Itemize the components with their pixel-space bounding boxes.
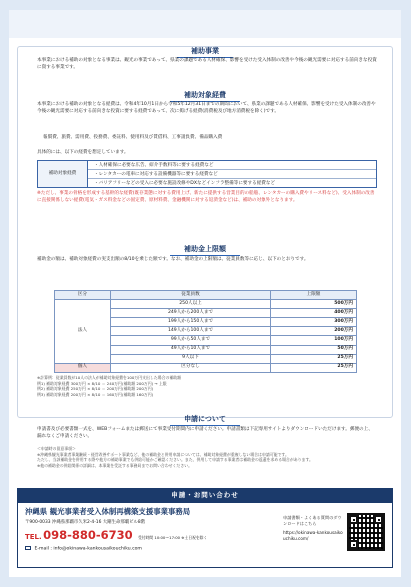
section2-body1: 本事業における補助の対象となる経費は、令和4年10月1日から令和5年12月31日までの期間において、県業の課題である人材確保、影響を受けた受入体制の改善や今後の観光需要に対応する前向きな投資に要する経費であって、次に掲げる経費(消費税及び地方消費税を除く)です。 bbox=[37, 102, 376, 114]
table-row bbox=[55, 300, 357, 309]
section-title-subsidy-cap bbox=[9, 244, 401, 256]
calc-note: 例2) 補助対象経費 250万円 × 8/10 ＝ 200万円(補助額 200万円) bbox=[37, 386, 154, 392]
application-note: ※沖縄県観光事業者事業継続・経営改善サポート事業など、他の補助金と併用申請については、補助対象経費が重複しない場合は申請可能です。 bbox=[37, 451, 289, 457]
category-individual: 個人 bbox=[55, 363, 111, 372]
organization-name: 沖縄県 観光事業者受入体制再構築支援事業事務局 bbox=[25, 507, 191, 516]
application-notes bbox=[37, 446, 377, 469]
email-label: E-mail : bbox=[34, 546, 54, 552]
employees-cell: 250人以上 bbox=[111, 300, 271, 309]
header-limit: 上限額 bbox=[271, 291, 357, 300]
organization-address: 〒900-0033 沖縄県那覇市久米2-4-16 大剛生命那覇ビル8階 bbox=[25, 520, 146, 525]
download-text: 申請書類・よくある質問のダウンロードはこちら bbox=[283, 515, 342, 527]
calc-note: 例3) 補助対象経費 200万円 × 8/10 ＝ 160万円(補助額 160万円) bbox=[37, 391, 154, 397]
section-title-subsidy-project bbox=[9, 46, 401, 58]
top-band bbox=[9, 10, 401, 38]
eligible-costs-row: ・レンタカーの電車に対応する設備機器等に要する経費など bbox=[88, 170, 376, 179]
section3-body: 補助金の額は、補助対象経費の実支出額の8/10を乗じた額です。なお、補助金の上限額は、従業員数等に応じ、以下のとおりです。 bbox=[37, 257, 309, 262]
phone-label: TEL. bbox=[25, 533, 42, 541]
section-title-eligible-costs bbox=[9, 90, 401, 102]
limit-cell: 25万円 bbox=[271, 363, 357, 372]
calc-note: ※計算例：従業員数が10人の法人が補助対象経費を100万円支出した場合の補助額 bbox=[37, 375, 182, 380]
section-title-text: 申請について bbox=[170, 414, 240, 426]
phone-line bbox=[25, 527, 207, 544]
section4-body: 申請書及び必要書類一式を、WEBフォームまたは郵送にて事業受付期間内に申請ください。申請書類は下記専用サイトよりダウンロードいただけます。郵便の上、漏れなくご申請ください。 bbox=[37, 427, 373, 439]
employees-cell: 9人以下 bbox=[111, 354, 271, 363]
table-row bbox=[55, 363, 357, 372]
mail-icon bbox=[25, 546, 31, 550]
limit-cell: 200万円 bbox=[271, 327, 357, 336]
eligible-costs-row: ・人材確保に必要な広告、紹介手数料等に要する経費など bbox=[88, 161, 376, 170]
section2-body2: 具体的には、以下の経費を想定しています。 bbox=[37, 150, 129, 155]
email-line bbox=[25, 546, 142, 553]
email-address[interactable]: info@okinawa-kankousaikouchiku.com bbox=[53, 546, 142, 552]
section1-body: 本事業における補助の対象となる事業は、観光の事業であって、県業の課題である人材確保、影響を受けた受入体制の改善や今後の観光需要に対応する前向きな投資に資する事業です。 bbox=[37, 58, 377, 70]
header-employees: 従業員数 bbox=[111, 291, 271, 300]
employees-cell: 99人から50人まで bbox=[111, 336, 271, 345]
header-category: 区分 bbox=[55, 291, 111, 300]
application-note-heading: ＜申請時の留意事項＞ bbox=[37, 446, 76, 451]
eligible-costs-row: ・バリアフリーなどの受入に必要な施設改修やDXなどインフラ整備等に要する経費など bbox=[94, 181, 276, 186]
section-title-text: 補助金上限額 bbox=[170, 244, 240, 256]
download-url[interactable]: https://okinawa-kankousaikouchiku.com/ bbox=[283, 529, 343, 541]
limit-cell: 500万円 bbox=[271, 300, 357, 309]
calc-example-notes bbox=[37, 375, 377, 398]
calc-note: 例1) 補助対象経費 300万円 × 8/10 ＝ 240万円(補助額 200万円) → 上限 bbox=[37, 380, 167, 386]
phone-number[interactable]: 098-880-6730 bbox=[43, 528, 133, 542]
limit-cell: 300万円 bbox=[271, 318, 357, 327]
employees-cell: 区分なし bbox=[111, 363, 271, 372]
application-note: ※他の補助金の併給関係の詳細は、本事業を受託する事務局までお問い合わせください。 bbox=[37, 462, 192, 468]
section2-items: 報償費、旅費、需用費、役務費、委託料、使用料及び賃借料、工事請負費、備品購入費 bbox=[43, 135, 223, 140]
qr-corner bbox=[374, 515, 383, 524]
employees-cell: 49人から10人まで bbox=[111, 345, 271, 354]
eligible-costs-box-label: 補助対象経費 bbox=[38, 161, 88, 187]
eligible-costs-box bbox=[37, 160, 377, 188]
limit-cell: 25万円 bbox=[271, 354, 357, 363]
section-title-application bbox=[9, 414, 401, 426]
section-title-text: 補助対象経費 bbox=[170, 90, 240, 102]
limit-cell: 50万円 bbox=[271, 345, 357, 354]
application-note: ただし、当該補助金を併用する際や他方の補助事業でも併給可能かご確認ください。また、併用して申請する事業者は補助金の返還を求める場合があります。 bbox=[37, 457, 313, 463]
qr-corner bbox=[349, 515, 358, 524]
employees-cell: 249人から200人まで bbox=[111, 309, 271, 318]
employees-cell: 199人から150人まで bbox=[111, 318, 271, 327]
subsidy-cap-table bbox=[54, 290, 357, 373]
employees-cell: 149人から100人まで bbox=[111, 327, 271, 336]
qr-code-icon[interactable] bbox=[347, 513, 385, 551]
limit-cell: 100万円 bbox=[271, 336, 357, 345]
qr-corner bbox=[349, 540, 358, 549]
ineligible-costs-note: ※ただし、事業の骨格を形成する基幹的な経費(既存業態に対する費用上げ、新たに提供する営業目的の船舶、レンタカーの購入費やリース料など)、受入体制の改善に直接関係しない経費(電気・ガス料金などの固定費、原材料費、金融機関に対する返済金など)は、補助の対象外となります。 bbox=[37, 191, 375, 203]
download-info bbox=[283, 515, 345, 542]
table-header-row bbox=[55, 291, 357, 300]
category-corporation: 法人 bbox=[55, 300, 111, 364]
limit-cell: 400万円 bbox=[271, 309, 357, 318]
business-hours: 受付時間 10:00〜17:00 ※土日祝を除く bbox=[138, 534, 208, 540]
section-title-text: 補助事業 bbox=[177, 46, 233, 58]
contact-banner: 申請・お問い合わせ bbox=[17, 488, 393, 502]
flyer-page bbox=[9, 10, 401, 577]
